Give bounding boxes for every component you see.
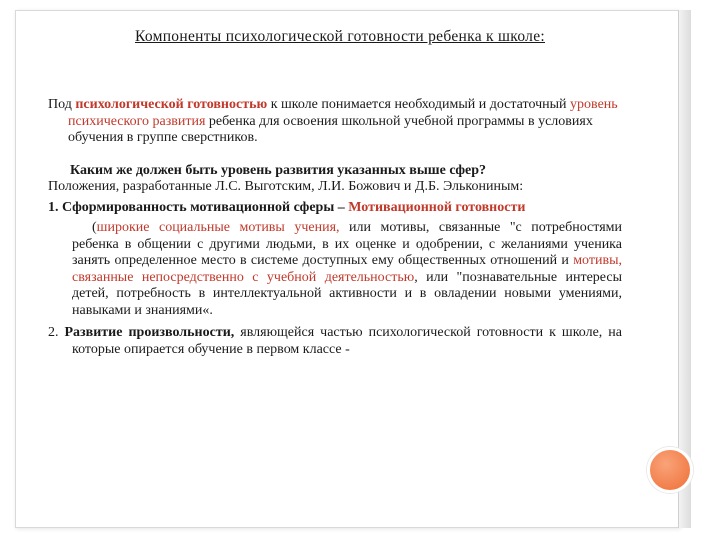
detail-red-2: мотивы, связанные непосредственно с учебной деятельностью <box>72 253 622 285</box>
detail-red-1: широкие социальные мотивы учения, <box>96 220 340 235</box>
orange-circle-decoration <box>647 447 693 493</box>
definition-paragraph <box>48 97 622 147</box>
slide-body <box>48 97 622 358</box>
list-item-1-number: 1. <box>48 199 62 215</box>
definition-highlight: уровень психического развития <box>68 97 618 129</box>
list-item-2 <box>48 325 622 358</box>
list-item-1-heading-red: Мотивационной готовности <box>348 199 526 215</box>
definition-pre: Под <box>48 97 76 112</box>
list-item-1-detail <box>48 220 622 319</box>
definition-term: психологической готовностью <box>75 97 268 112</box>
list-item-2-text: являющейся частью психологической готовности к школе, на которые опирается обучение в первом классе - <box>72 325 623 357</box>
question-heading: Каким же должен быть уровень развития указанных выше сфер? <box>70 162 487 178</box>
list-item-1-heading: Сформированность мотивационной сферы – <box>62 199 349 215</box>
detail-end: , или "познавательные интересы детей, потребность в интеллектуальной активности и в овладении новыми умениями, навыками и знаниями«. <box>72 269 622 318</box>
list-item-1 <box>48 200 622 217</box>
positions-paragraph: Положения, разработанные Л.С. Выготским, Л.И. Божович и Д.Б. Элькониным: <box>48 179 524 194</box>
detail-open-paren: ( <box>92 220 97 235</box>
detail-mid: или мотивы, связанные "с потребностями ребенка в общении с другими людьми, в их оценке и одобрении, с желаниями ученика занять определенное место в системе доступных ему общественных отношений и <box>72 220 622 268</box>
definition-post: ребенка для освоения школьной учебной программы в условиях обучения в группе сверстников. <box>68 113 593 145</box>
list-item-2-heading: Развитие произвольности, <box>64 325 235 340</box>
definition-mid: к школе понимается необходимый и достаточный <box>267 97 571 112</box>
slide-title: Компоненты психологической готовности ребенка к школе: <box>134 28 546 45</box>
list-item-2-number: 2. <box>48 325 65 340</box>
